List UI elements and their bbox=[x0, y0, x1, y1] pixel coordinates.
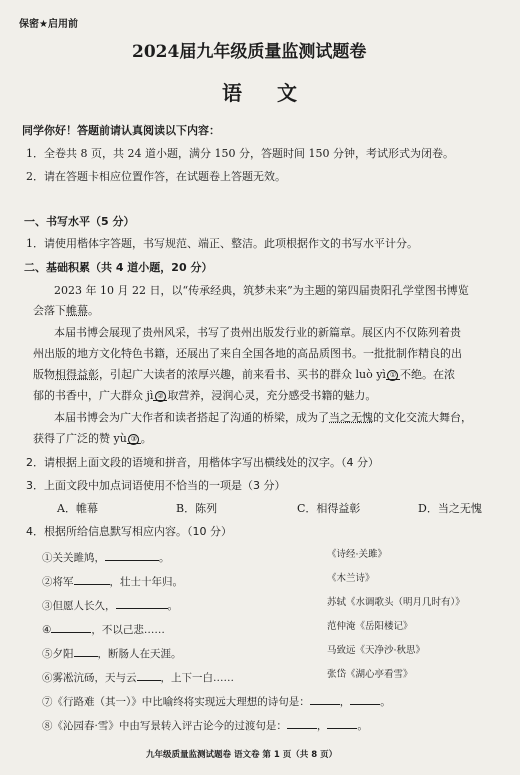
poem-item-2: ②将军 ，壮士十年归。 bbox=[42, 576, 183, 588]
exam-title: 2024届九年级质量监测试题卷 bbox=[132, 42, 367, 62]
answer-blank[interactable]: ② bbox=[153, 390, 167, 401]
answer-blank[interactable] bbox=[137, 670, 161, 681]
q3-option-d[interactable]: D．当之无愧 bbox=[418, 502, 482, 515]
passage-line: 获得了广泛的赞 yù ③ 。 bbox=[33, 432, 152, 445]
passage-line: 版物相得益彰，引起广大读者的浓厚兴趣，前来看书、买书的群众 luò yì ① 不绝。在浓 bbox=[33, 368, 455, 381]
instructions-greeting: 同学你好！答题前请认真阅读以下内容： bbox=[22, 124, 220, 137]
answer-blank[interactable] bbox=[350, 694, 380, 705]
passage-line: 本届书博会展现了贵州风采，书写了贵州出版发行业的新篇章。展区内不仅陈列着贵 bbox=[54, 326, 461, 339]
instruction-item-1: 1．全卷共 8 页，共 24 道小题，满分 150 分，答题时间 150 分钟，考试形式为闭卷。 bbox=[26, 147, 454, 160]
q3-option-c[interactable]: C．相得益彰 bbox=[297, 502, 361, 515]
poem-source-2: 《木兰诗》 bbox=[327, 573, 375, 584]
secret-label: 保密★启用前 bbox=[19, 19, 78, 30]
poem-item-3: ③但愿人长久， 。 bbox=[42, 600, 178, 612]
poem-item-6: ⑥雾凇沆砀，天与云 ，上下一白…… bbox=[42, 672, 234, 684]
passage-line: 2023 年 10 月 22 日，以“传承经典，筑梦未来”为主题的第四届贵阳孔学堂图书博览 bbox=[54, 284, 469, 297]
page-footer: 九年级质量监测试题卷 语文卷 第 1 页（共 8 页） bbox=[146, 750, 338, 760]
answer-blank[interactable]: ③ bbox=[127, 433, 141, 444]
poem-item-1: ①关关雎鸠， 。 bbox=[42, 552, 170, 564]
instruction-item-2: 2．请在答题卡相应位置作答，在试题卷上答题无效。 bbox=[26, 170, 286, 183]
poem-source-3: 苏轼《水调歌头（明月几时有）》 bbox=[327, 597, 465, 608]
poem-item-8: ⑧《沁园春·雪》中由写景转入评古论今的过渡句是： ， 。 bbox=[42, 720, 368, 732]
answer-blank[interactable] bbox=[74, 646, 98, 657]
question-3: 3．上面文段中加点词语使用不恰当的一项是（3 分） bbox=[26, 479, 286, 492]
dotted-word: 当之无愧 bbox=[329, 411, 373, 424]
answer-blank[interactable] bbox=[105, 550, 159, 561]
poem-source-1: 《诗经·关雎》 bbox=[327, 549, 388, 560]
answer-blank[interactable]: ① bbox=[386, 369, 400, 380]
question-4: 4．根据所给信息默写相应内容。（10 分） bbox=[26, 525, 232, 538]
dotted-word: 相得益彰 bbox=[55, 368, 99, 381]
passage-line: 郁的书香中，广大群众 jì ② 取营养，浸润心灵，充分感受书籍的魅力。 bbox=[33, 389, 377, 402]
poem-item-5: ⑤夕阳 ，断肠人在天涯。 bbox=[42, 648, 182, 660]
poem-source-4: 范仲淹《岳阳楼记》 bbox=[327, 621, 413, 632]
passage-line: 会落下帷幕。 bbox=[33, 304, 99, 317]
subject-title: 语 文 bbox=[222, 81, 311, 105]
q3-option-a[interactable]: A．帷幕 bbox=[57, 502, 98, 515]
answer-blank[interactable] bbox=[51, 622, 91, 633]
poem-source-5: 马致远《天净沙·秋思》 bbox=[327, 645, 426, 656]
answer-blank[interactable] bbox=[116, 598, 168, 609]
dotted-word: 帷幕 bbox=[66, 304, 88, 317]
answer-blank[interactable] bbox=[287, 718, 317, 729]
answer-blank[interactable] bbox=[310, 694, 340, 705]
passage-line: 州出版的地方文化特色书籍，还展出了来自全国各地的高品质图书。一批批制作精良的出 bbox=[33, 347, 462, 360]
answer-blank[interactable] bbox=[327, 718, 357, 729]
section2-heading: 二、基础积累（共 4 道小题，20 分） bbox=[24, 261, 213, 274]
question-2: 2．请根据上面文段的语境和拼音，用楷体字写出横线处的汉字。（4 分） bbox=[26, 456, 379, 469]
q3-option-b[interactable]: B．陈列 bbox=[176, 502, 218, 515]
passage-line: 本届书博会为广大作者和读者搭起了沟通的桥梁，成为了当之无愧的文化交流大舞台， bbox=[54, 411, 472, 424]
answer-blank[interactable] bbox=[74, 574, 110, 585]
poem-item-4: ④ ，不以己悲…… bbox=[42, 624, 165, 636]
section1-heading: 一、书写水平（5 分） bbox=[24, 215, 135, 228]
poem-source-6: 张岱《湖心亭看雪》 bbox=[327, 669, 413, 680]
poem-item-7: ⑦《行路难（其一）》中比喻终将实现远大理想的诗句是： ， 。 bbox=[42, 696, 391, 708]
question-1: 1．请使用楷体字答题，书写规范、端正、整洁。此项根据作文的书写水平计分。 bbox=[26, 237, 418, 250]
